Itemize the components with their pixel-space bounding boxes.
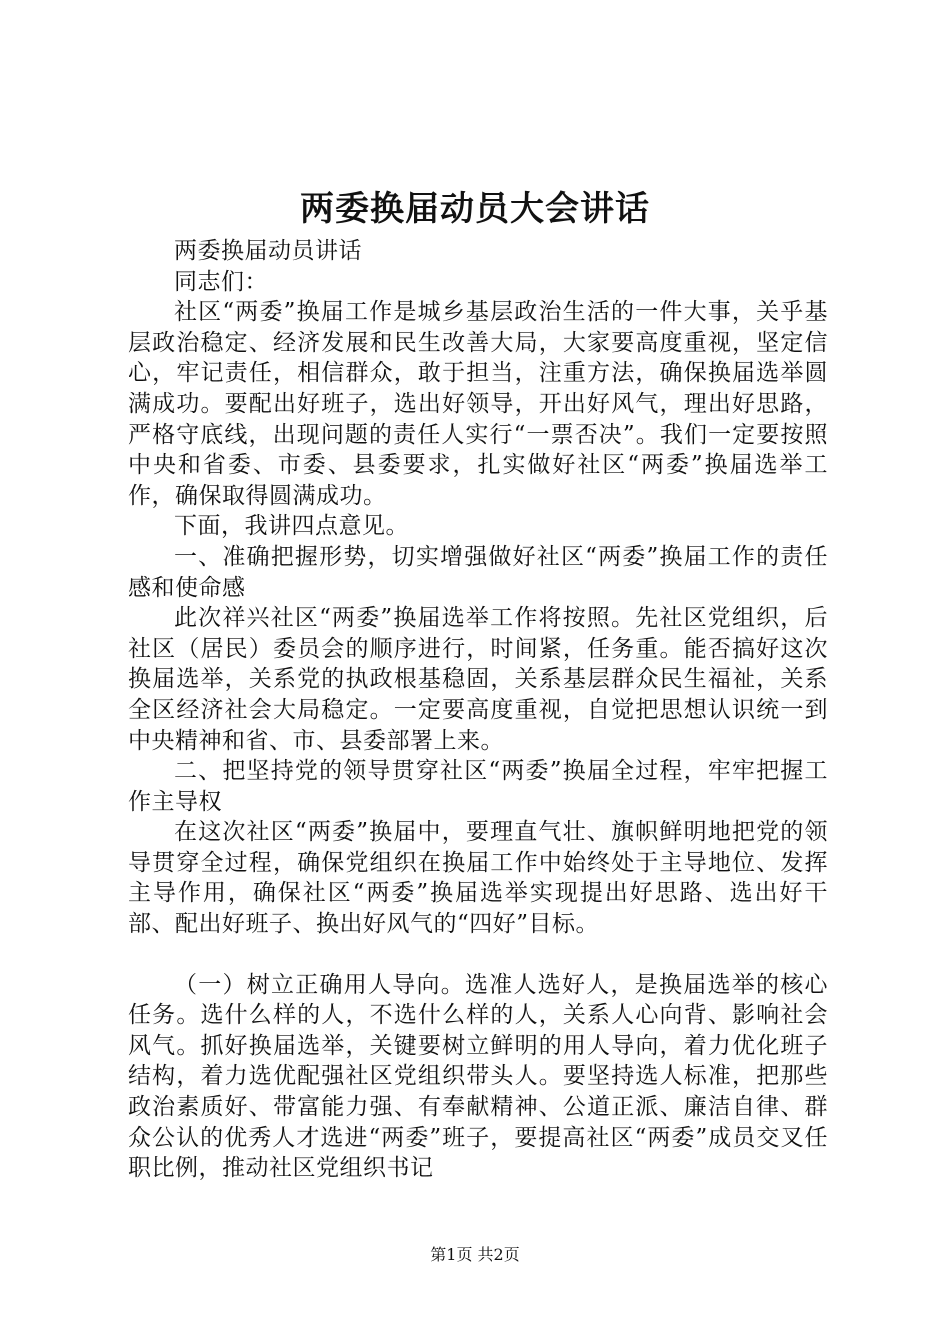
page-footer: 第1页 共2页 [430, 1245, 520, 1264]
section-heading-1: 一、准确把握形势，切实增强做好社区“两委”换届工作的责任感和使命感 [128, 543, 828, 601]
paragraph-transition: 下面，我讲四点意见。 [174, 513, 409, 540]
section-heading-2: 二、把坚持党的领导贯穿社区“两委”换届全过程，牢牢把握工作主导权 [128, 758, 828, 815]
paragraph-section-2: 在这次社区“两委”换届中，要理直气壮、旗帜鲜明地把党的领导贯穿全过程，确保党组织在换届工作中始终处于主导地位、发挥主导作用，确保社区“两委”换届选举实现提出好思路、选出好干部、配出好班子、换出好风气的“四好”目标。 [128, 819, 828, 938]
paragraph-intro: 社区“两委”换届工作是城乡基层政治生活的一件大事，关乎基层政治稳定、经济发展和民生改善大局，大家要高度重视，坚定信心，牢记责任，相信群众，敢于担当，注重方法，确保换届选举圆满成功。要配出好班子，选出好领导，开出好风气，理出好思路，严格守底线，出现问题的责任人实行“一票否决”。我们一定要按照中央和省委、市委、县委要求，扎实做好社区“两委”换届选举工作，确保取得圆满成功。 [128, 299, 828, 509]
paragraph-subsection-1: （一）树立正确用人导向。选准人选好人，是换届选举的核心任务。选什么样的人，不选什么样的人，关系人心向背、影响社会风气。抓好换届选举，关键要树立鲜明的用人导向，着力优化班子结构，着力选优配强社区党组织带头人。要坚持选人标准，把那些政治素质好、带富能力强、有奉献精神、公道正派、廉洁自律、群众公认的优秀人才选进“两委”班子，要提高社区“两委”成员交叉任职比例，推动社区党组织书记 [128, 971, 828, 1182]
paragraph-salutation: 同志们： [174, 268, 268, 295]
paragraph-subtitle: 两委换届动员讲话 [174, 238, 362, 264]
paragraph-section-1: 此次祥兴社区“两委”换届选举工作将按照。先社区党组织，后社区（居民）委员会的顺序进行，时间紧，任务重。能否搞好这次换届选举，关系党的执政根基稳固，关系基层群众民生福祉，关系全区经济社会大局稳定。一定要高度重视，自觉把思想认识统一到中央精神和省、市、县委部署上来。 [128, 605, 828, 754]
document-body [128, 236, 828, 1184]
document-title: 两委换届动员大会讲话 [300, 189, 650, 229]
